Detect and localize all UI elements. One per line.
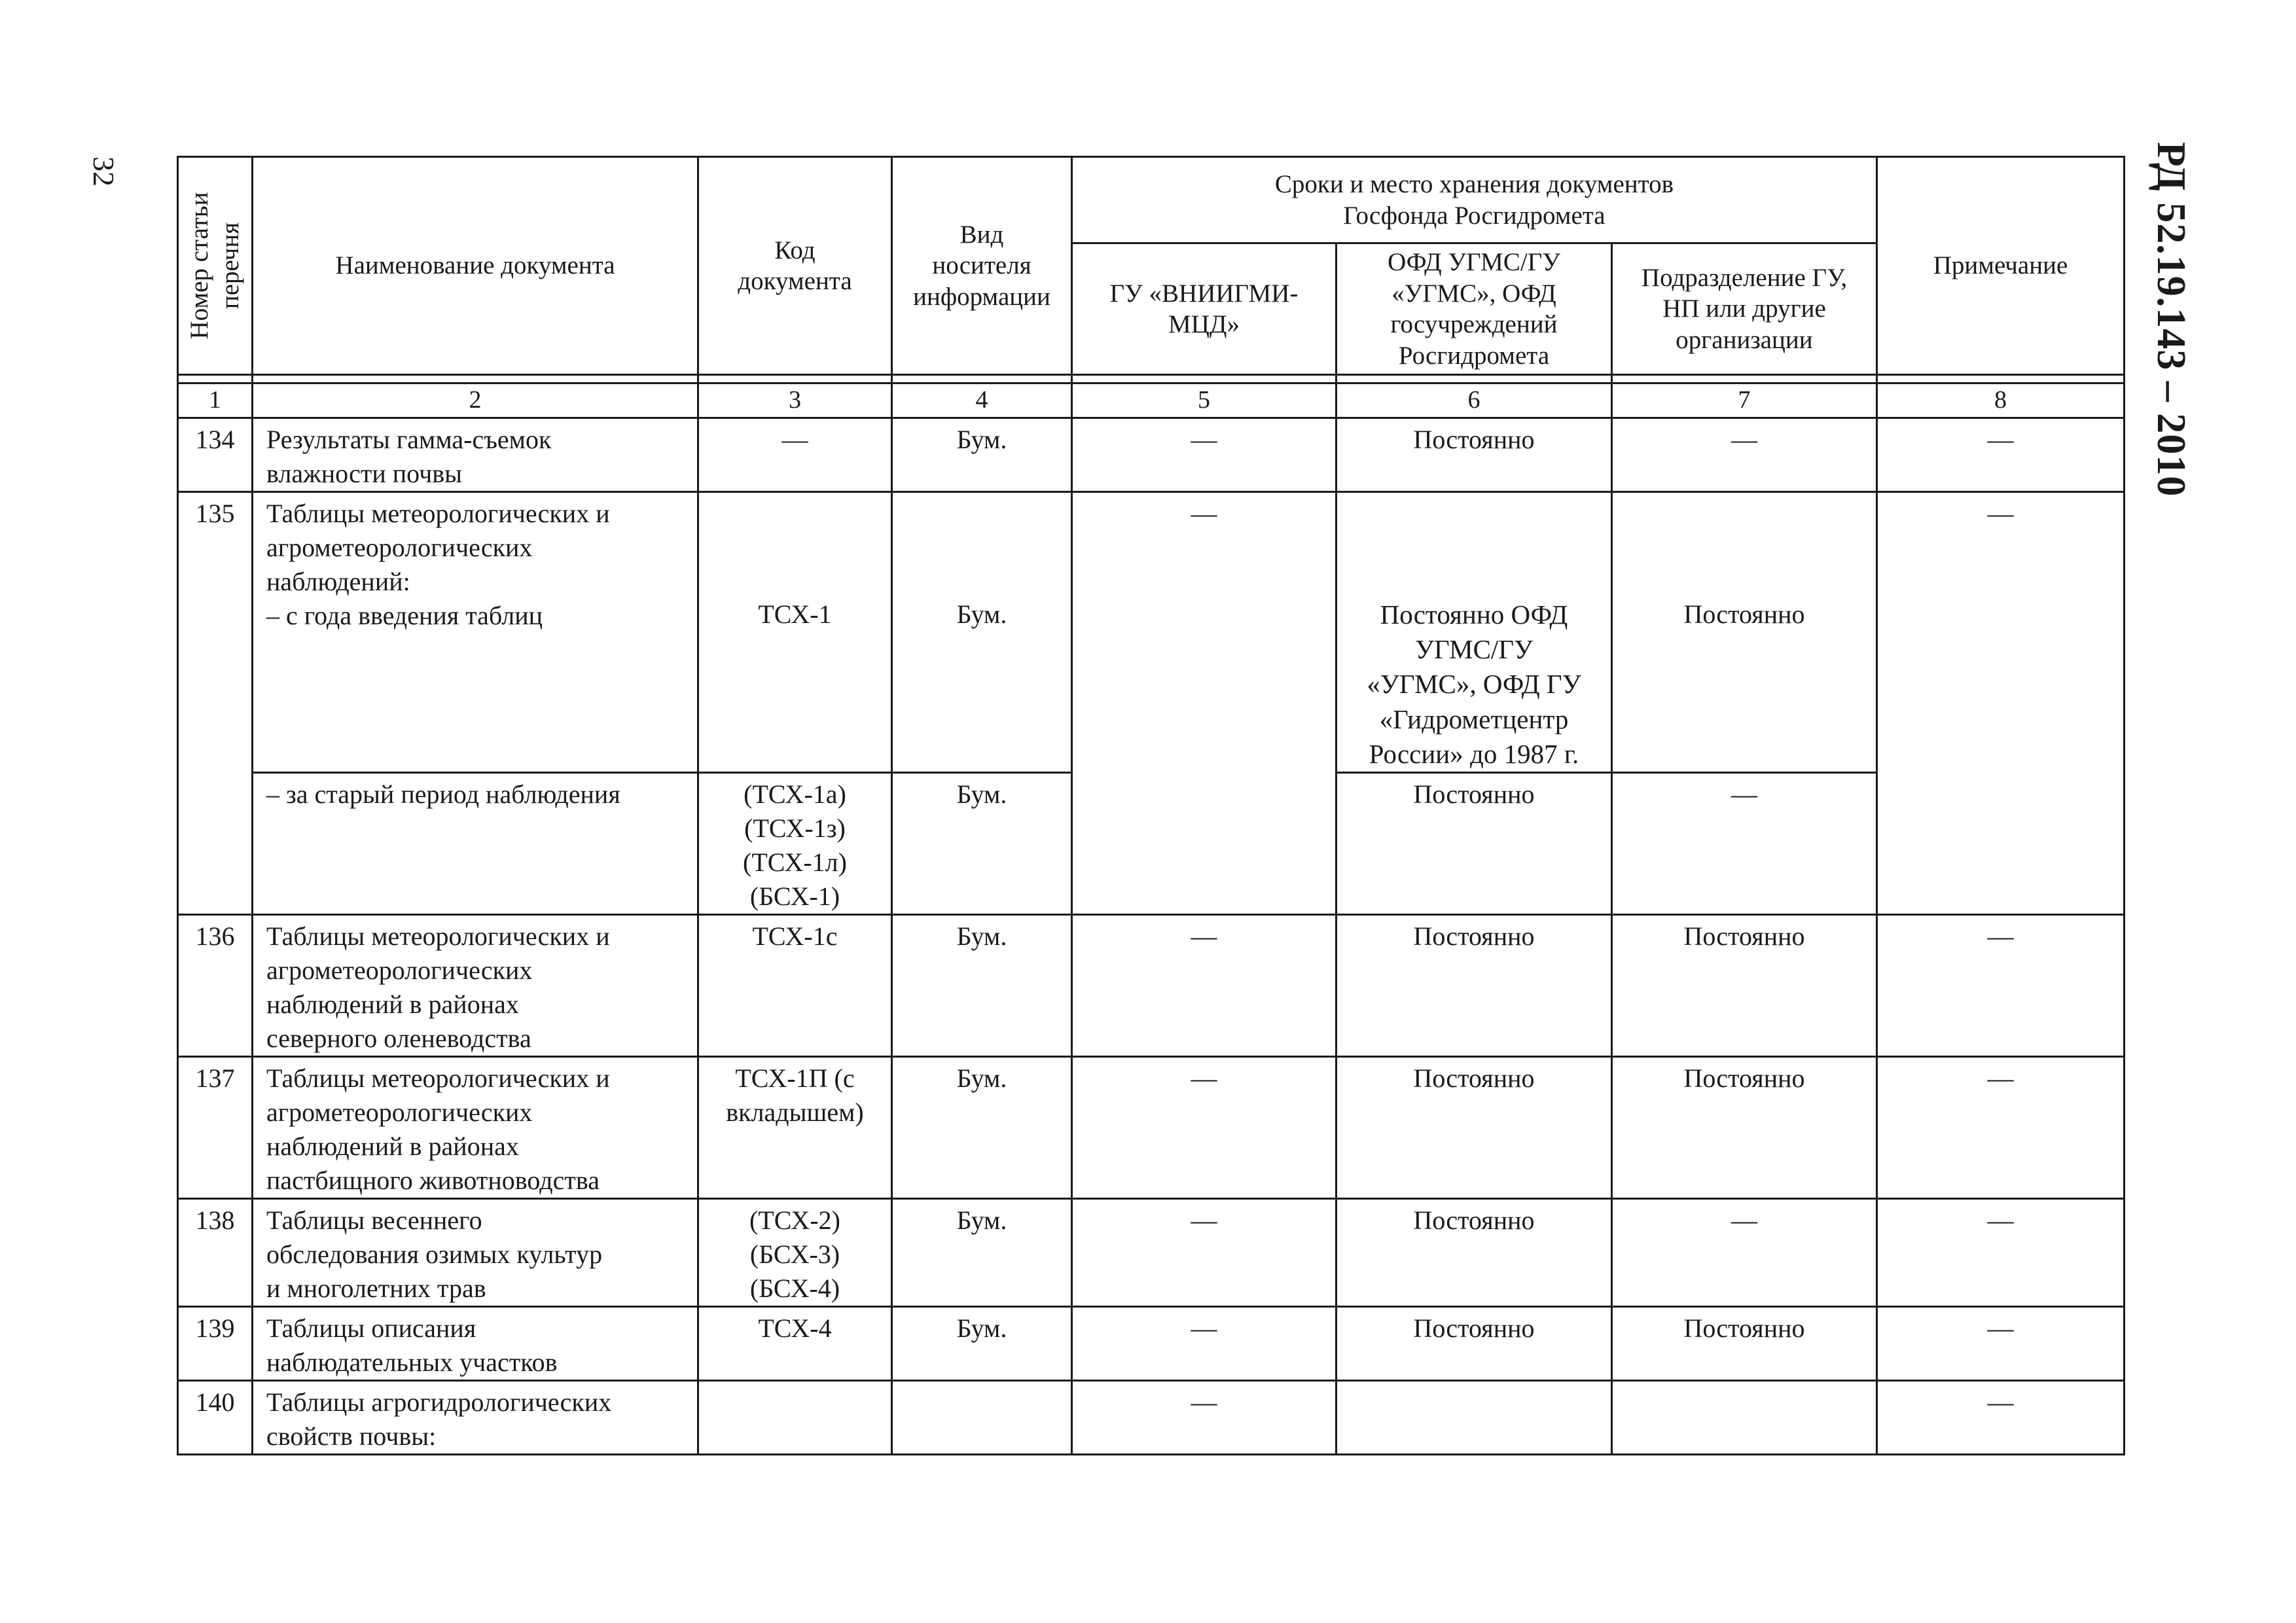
records-table [177, 156, 2125, 1455]
header-medium-line2: носителя [932, 251, 1031, 280]
header-storage-line2: Госфонда Росгидромета [1343, 201, 1605, 230]
vniigmi-cell: — [1072, 1057, 1336, 1199]
code-line: (БСХ-3) [749, 1240, 840, 1270]
column-numbers-row [178, 383, 2125, 418]
header-code-line1: Код [774, 236, 816, 264]
column-number: 8 [1877, 383, 2125, 418]
column-number: 7 [1612, 383, 1877, 418]
document-code-cell [698, 1057, 892, 1199]
document-name-line: агрометеорологических [266, 1097, 533, 1128]
ofd-cell: Постоянно [1336, 773, 1612, 915]
vniigmi-cell: — [1072, 1199, 1336, 1307]
ofd-cell-line: Постоянно ОФД [1380, 599, 1568, 630]
header-ofd-line3: госучреждений [1390, 310, 1558, 339]
subdivision-cell: Постоянно [1612, 491, 1877, 772]
header-vniigmi-line2: МЦД» [1168, 310, 1240, 339]
subdivision-cell [1612, 1381, 1877, 1455]
vniigmi-cell: — [1072, 915, 1336, 1057]
medium-cell: Бум. [892, 1199, 1072, 1307]
table-row-137 [178, 1057, 2125, 1199]
medium-cell [892, 1381, 1072, 1455]
header-document-name: Наименование документа [253, 157, 698, 375]
ofd-cell: Постоянно [1336, 418, 1612, 491]
ofd-cell-line: «УГМС», ОФД ГУ [1367, 669, 1581, 700]
code-line: (ТСХ-1а) [744, 779, 846, 810]
medium-cell: Бум. [892, 915, 1072, 1057]
document-name: – за старый период наблюдения [253, 773, 698, 915]
header-medium [892, 157, 1072, 375]
row-number: 137 [178, 1057, 253, 1199]
header-article-number [178, 157, 253, 375]
document-code: РД 52.19.143 – 2010 [2149, 141, 2193, 497]
document-name-line: северного оленеводства [266, 1024, 531, 1054]
column-number: 3 [698, 383, 892, 418]
document-code-cell: ТСХ-1 [698, 491, 892, 772]
column-number: 5 [1072, 383, 1336, 418]
document-name [253, 1307, 698, 1381]
note-cell: — [1877, 915, 2125, 1057]
subdivision-cell: — [1612, 773, 1877, 915]
header-subdivision-line2: НП или другие [1662, 294, 1826, 323]
code-line: (ТСХ-2) [749, 1205, 840, 1236]
header-ofd-line4: Росгидромета [1398, 341, 1550, 370]
ofd-cell-line: «Гидрометцентр [1379, 704, 1569, 734]
column-number: 4 [892, 383, 1072, 418]
code-line: (БСХ-4) [749, 1274, 840, 1304]
medium-cell: Бум. [892, 491, 1072, 772]
ofd-cell [1336, 1381, 1612, 1455]
medium-cell: Бум. [892, 1307, 1072, 1381]
row-number: 135 [178, 491, 253, 914]
table-row-136 [178, 915, 2125, 1057]
medium-cell: Бум. [892, 1057, 1072, 1199]
header-subdivision-line3: организации [1676, 325, 1813, 354]
header-storage-group [1072, 157, 1877, 243]
header-ofd [1336, 243, 1612, 375]
document-code-cell [698, 1199, 892, 1307]
ofd-cell: Постоянно [1336, 1057, 1612, 1199]
document-code-cell [698, 1381, 892, 1455]
document-name-line: Таблицы метеорологических и [266, 1063, 610, 1094]
document-name [253, 915, 698, 1057]
header-medium-line1: Вид [960, 220, 1004, 249]
code-line: (БСХ-1) [749, 882, 840, 912]
page-number: 32 [87, 156, 120, 187]
table-row-134 [178, 418, 2125, 491]
document-name-line: наблюдений в районах [266, 990, 519, 1020]
medium-cell: Бум. [892, 418, 1072, 491]
header-medium-line3: информации [913, 282, 1050, 311]
document-name-line: наблюдений в районах [266, 1132, 519, 1162]
header-article-number-line2: перечня [215, 222, 244, 310]
document-name-line: Таблицы метеорологических и [266, 498, 610, 528]
code-line: ТСХ-1П (с [735, 1063, 855, 1094]
document-name-line: обследования озимых культур [266, 1240, 603, 1270]
document-name-line: наблюдательных участков [266, 1347, 558, 1378]
document-code-cell: ТСХ-1с [698, 915, 892, 1057]
document-name-line: наблюдений: [266, 566, 410, 596]
document-name [253, 491, 698, 772]
note-cell: — [1877, 418, 2125, 491]
ofd-cell: Постоянно [1336, 915, 1612, 1057]
header-storage-line1: Сроки и место хранения документов [1274, 169, 1674, 198]
subdivision-cell: Постоянно [1612, 915, 1877, 1057]
row-number: 138 [178, 1199, 253, 1307]
row-number: 136 [178, 915, 253, 1057]
vniigmi-cell: — [1072, 1307, 1336, 1381]
document-name [253, 1381, 698, 1455]
ofd-cell-line: УГМС/ГУ [1414, 634, 1534, 664]
subdivision-cell: — [1612, 418, 1877, 491]
document-name [253, 418, 698, 491]
header-row-1 [178, 157, 2125, 243]
medium-cell: Бум. [892, 773, 1072, 915]
vniigmi-cell: — [1072, 1381, 1336, 1455]
ofd-cell-line: России» до 1987 г. [1369, 738, 1579, 769]
document-name-line: и многолетних трав [266, 1274, 486, 1304]
row-number: 134 [178, 418, 253, 491]
table-row-139 [178, 1307, 2125, 1381]
vniigmi-cell: — [1072, 418, 1336, 491]
document-name-line: влажности почвы [266, 458, 463, 488]
column-number: 1 [178, 383, 253, 418]
header-subdivision-line1: Подразделение ГУ, [1641, 263, 1848, 292]
note-cell: — [1877, 1307, 2125, 1381]
column-number: 2 [253, 383, 698, 418]
note-cell: — [1877, 1057, 2125, 1199]
header-ofd-line1: ОФД УГМС/ГУ [1388, 248, 1560, 276]
header-code-line2: документа [738, 267, 852, 296]
subdivision-cell: Постоянно [1612, 1307, 1877, 1381]
code-line: вкладышем) [726, 1097, 864, 1128]
document-code-cell: — [698, 418, 892, 491]
document-name-line: пастбищного животноводства [266, 1166, 600, 1196]
table-row-135 [178, 491, 2125, 772]
table-row-140 [178, 1381, 2125, 1455]
note-cell: — [1877, 1381, 2125, 1455]
header-vniigmi [1072, 243, 1336, 375]
table-row-138 [178, 1199, 2125, 1307]
subdivision-cell: — [1612, 1199, 1877, 1307]
document-name-line: – с года введения таблиц [266, 600, 543, 630]
document-name-line: Таблицы весеннего [266, 1205, 482, 1236]
header-subdivision [1612, 243, 1877, 375]
code-line: (ТСХ-1л) [743, 847, 847, 878]
document-name [253, 1199, 698, 1307]
header-vniigmi-line1: ГУ «ВНИИГМИ- [1109, 279, 1299, 308]
ofd-cell: Постоянно [1336, 1307, 1612, 1381]
document-name-line: Таблицы описания [266, 1313, 476, 1344]
document-code-cell [698, 773, 892, 915]
document-name-line: агрометеорологических [266, 955, 533, 986]
header-ofd-line2: «УГМС», ОФД [1391, 279, 1556, 308]
document-name [253, 1057, 698, 1199]
document-name-line: Результаты гамма-съемок [266, 424, 552, 454]
document-name-line: Таблицы агрогидрологических [266, 1387, 612, 1418]
document-name-line: свойств почвы: [266, 1421, 437, 1452]
header-note: Примечание [1877, 157, 2125, 375]
vniigmi-cell: — [1072, 491, 1336, 914]
ofd-cell [1336, 491, 1612, 772]
note-cell: — [1877, 1199, 2125, 1307]
document-name-line: агрометеорологических [266, 532, 533, 562]
document-code-cell: ТСХ-4 [698, 1307, 892, 1381]
header-document-code [698, 157, 892, 375]
row-number: 140 [178, 1381, 253, 1455]
ofd-cell: Постоянно [1336, 1199, 1612, 1307]
header-article-number-line1: Номер статьи [185, 192, 213, 340]
subdivision-cell: Постоянно [1612, 1057, 1877, 1199]
row-number: 139 [178, 1307, 253, 1381]
header-separator [178, 375, 2125, 383]
code-line: (ТСХ-1з) [744, 813, 846, 844]
document-name-line: Таблицы метеорологических и [266, 921, 610, 952]
note-cell: — [1877, 491, 2125, 914]
column-number: 6 [1336, 383, 1612, 418]
